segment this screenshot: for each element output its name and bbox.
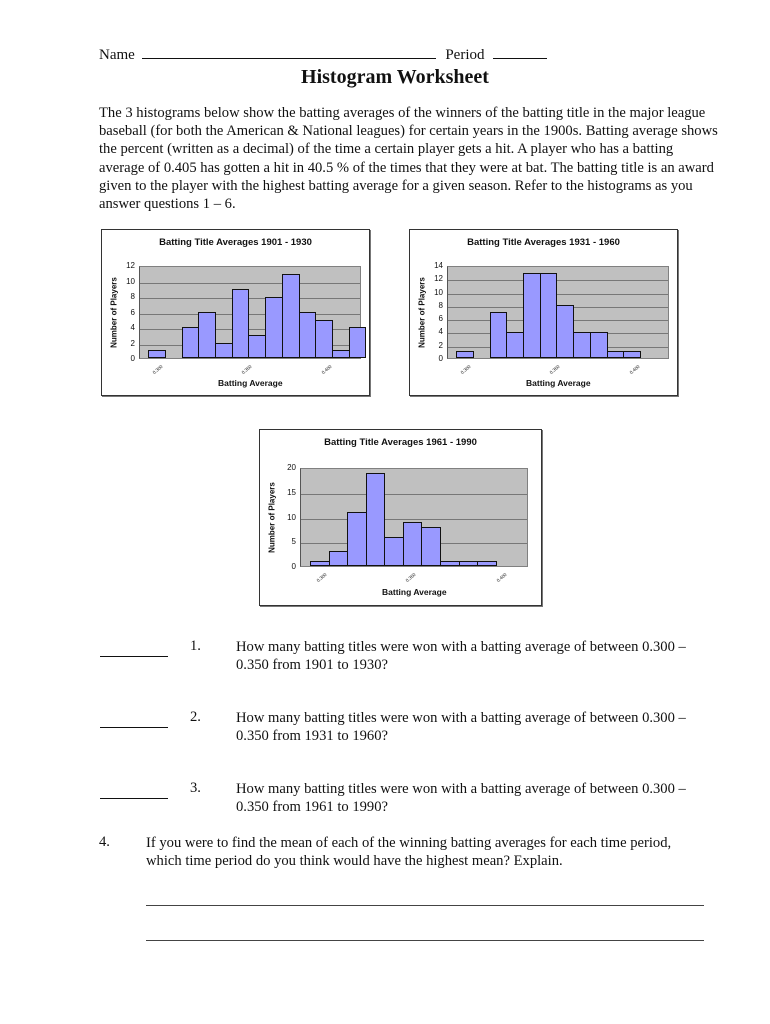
gridline [301,519,527,520]
chart-title: Batting Title Averages 1901 - 1930 [159,237,312,248]
y-tick-label: 2 [130,338,135,348]
name-field[interactable] [142,44,436,59]
histogram-bar [232,289,250,358]
answer-blank-2[interactable] [100,726,168,728]
question-4-text: If you were to find the mean of each of the winning batting averages for each time period, which time period do you think would have the highest mean? Explain. [146,835,672,870]
question-3-text: How many batting titles were won with a batting average of between 0.300 – 0.350 from 1961 to 1990? [236,781,686,816]
histogram-1901-1930 [101,229,370,396]
histogram-bar [421,527,441,566]
y-axis-label: Number of Players [417,276,427,348]
plot-area [300,468,528,567]
x-tick-label: 0.350 [548,363,561,376]
histogram-bar [556,305,574,358]
question-2-text: How many batting titles were won with a batting average of between 0.300 – 0.350 from 1931 to 1960? [236,710,686,745]
histogram-bar [347,512,367,566]
histogram-bar [459,561,479,566]
y-tick-label: 0 [130,354,135,363]
y-tick-label: 4 [438,327,443,337]
histogram-bar [248,335,266,358]
x-tick-label: 0.300 [315,571,328,584]
histogram-bar [590,332,608,358]
histogram-1931-1960 [409,229,678,396]
y-tick-label: 10 [287,512,296,522]
x-tick-label: 0.300 [460,363,472,376]
intro-paragraph: The 3 histograms below show the batting averages of the winners of the batting title in the major league baseball (for both the American & National leagues) for certain years in the 1900s. Batting average shows the percent (written as a decimal) of the time a certain player gets a hit. A player who has a batting average of 0.405 has gotten a hit in 40.5 % of the times that they were at bat. The batting title is an award given to the player with the highest batting average for a given season. Refer to the histograms as you answer questions 1 – 6. [99,105,718,213]
x-tick-label: 0.350 [404,571,417,584]
x-axis-label: Batting Average [218,378,283,388]
histogram-bar [349,327,367,358]
x-axis-label: Batting Average [526,378,591,388]
gridline [140,283,360,284]
histogram-bar [366,473,386,566]
y-tick-label: 10 [434,287,443,297]
histogram-bar [148,350,166,358]
y-tick-label: 8 [438,300,443,310]
question-2-number: 2. [190,709,201,725]
x-tick-label: 0.400 [628,363,641,376]
answer-line-4b[interactable] [146,939,704,941]
histogram-bar [299,312,317,358]
histogram-bar [607,351,625,358]
histogram-bar [315,320,333,358]
x-axis-label: Batting Average [382,587,447,597]
histogram-1961-1990 [259,429,542,606]
histogram-bar [623,351,641,358]
histogram-bar [540,273,558,358]
period-field[interactable] [493,44,547,59]
y-axis-label: Number of Players [109,276,119,348]
histogram-bar [282,274,300,358]
gridline [448,280,668,281]
question-1-number: 1. [190,638,201,654]
y-tick-label: 8 [130,292,135,301]
answer-line-4a[interactable] [146,904,704,906]
y-tick-label: 14 [434,261,443,270]
histogram-bar [523,273,541,358]
histogram-bar [573,332,591,358]
y-tick-label: 5 [291,537,296,547]
gridline [448,294,668,295]
histogram-bar [477,561,497,566]
histogram-bar [198,312,216,358]
y-tick-label: 12 [126,261,135,270]
chart-title: Batting Title Averages 1961 - 1990 [324,437,477,448]
gridline [140,298,360,299]
y-tick-label: 6 [130,307,135,317]
y-tick-label: 20 [287,463,296,472]
gridline [140,314,360,315]
x-tick-label: 0.400 [495,571,508,584]
y-axis-label: Number of Players [267,481,277,553]
plot-area [139,266,361,359]
histogram-bar [440,561,460,566]
y-tick-label: 2 [438,340,443,350]
question-1-text: How many batting titles were won with a batting average of between 0.300 – 0.350 from 1901 to 1930? [236,639,686,674]
x-tick-label: 0.400 [320,363,333,376]
plot-area [447,266,669,359]
histogram-bar [403,522,423,566]
y-tick-label: 0 [438,354,443,363]
histogram-bar [182,327,200,358]
histogram-bar [490,312,508,358]
question-4-number: 4. [99,834,110,850]
y-tick-label: 6 [438,314,443,324]
period-label: Period [445,47,485,63]
x-tick-label: 0.350 [240,363,253,376]
histogram-bar [310,561,330,566]
chart-title: Batting Title Averages 1931 - 1960 [467,237,620,248]
y-tick-label: 15 [287,487,296,497]
page-title: Histogram Worksheet [301,66,489,88]
histogram-bar [384,537,404,566]
name-period-row [99,44,547,64]
gridline [301,494,527,495]
histogram-bar [506,332,524,358]
y-tick-label: 4 [130,323,135,332]
histogram-bar [215,343,233,358]
histogram-bar [265,297,283,358]
y-tick-label: 0 [291,562,296,571]
x-tick-label: 0.300 [152,363,164,376]
histogram-bar [329,551,349,566]
y-tick-label: 12 [434,274,443,284]
question-3-number: 3. [190,780,201,796]
histogram-bar [456,351,474,358]
answer-blank-1[interactable] [100,655,168,657]
y-tick-label: 10 [126,276,135,286]
histogram-bar [332,350,350,358]
name-label: Name [99,47,135,63]
answer-blank-3[interactable] [100,797,168,799]
